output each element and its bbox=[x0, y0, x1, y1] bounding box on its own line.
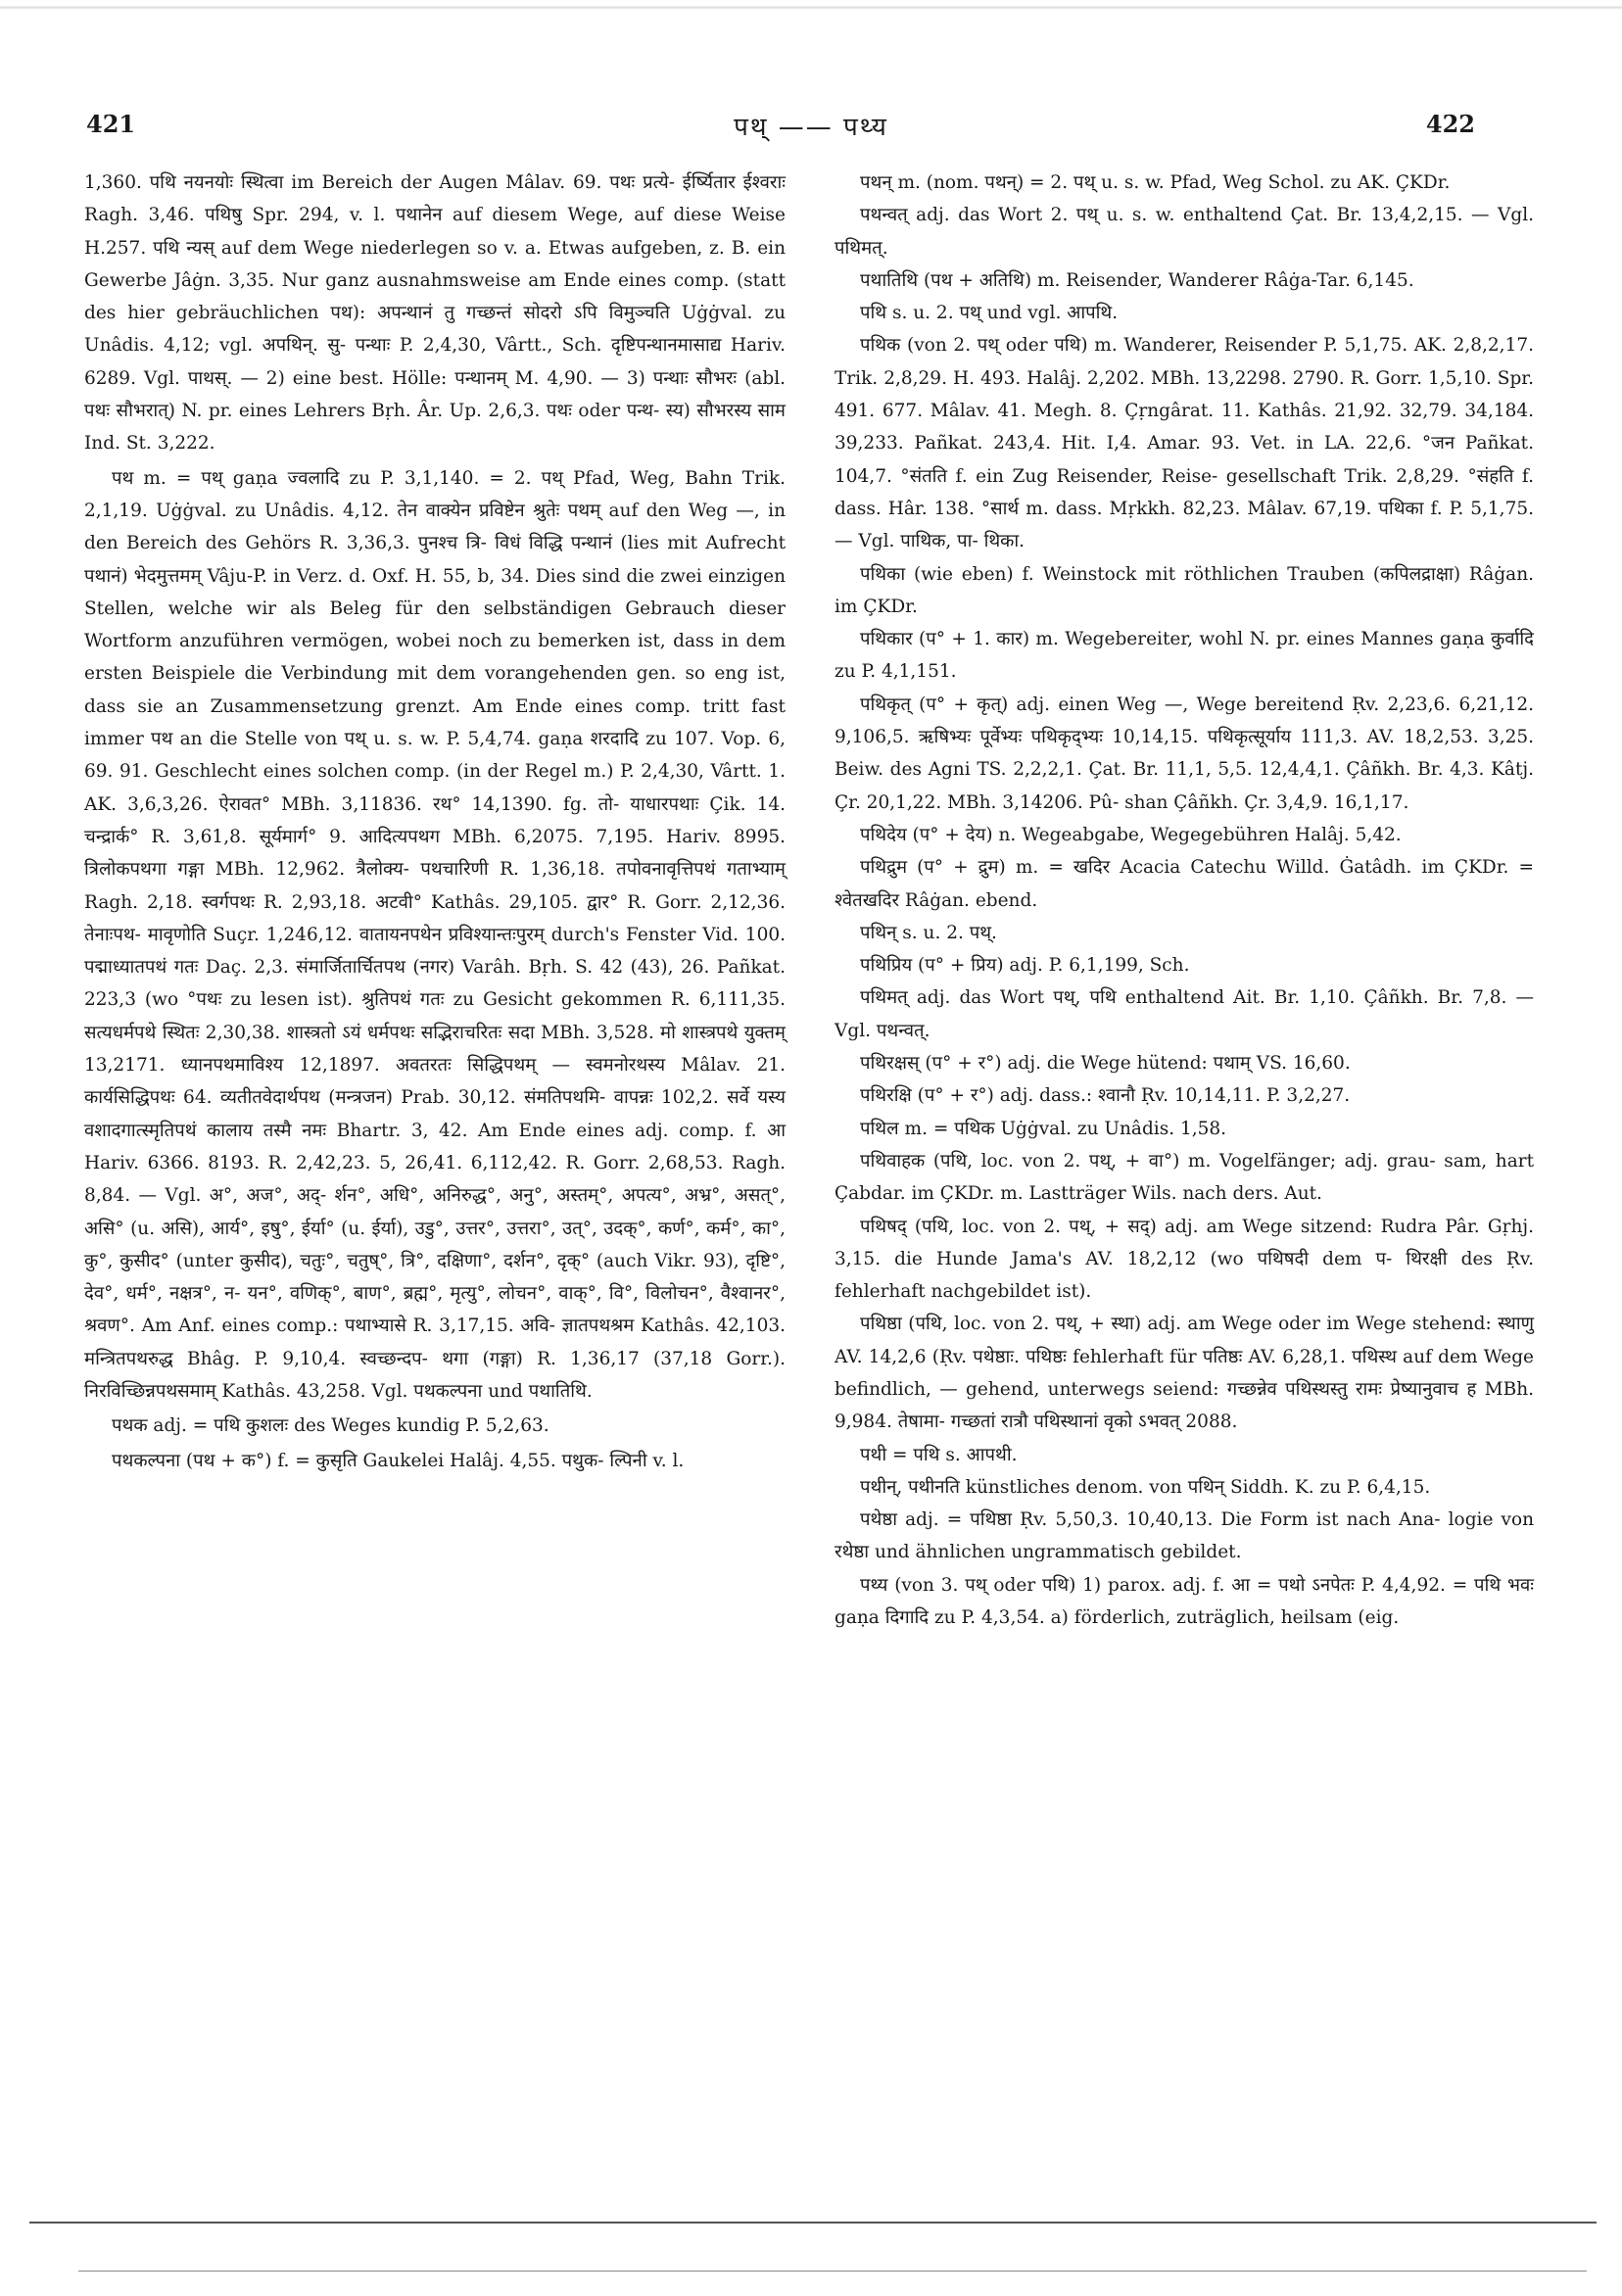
bottom-rule-secondary bbox=[78, 2271, 1587, 2272]
entry-text: पथिवाहक (पथि, loc. von 2. पथ्, + वा°) m. Vogelfänger; adj. grau- sam, hart Çabdar. im ÇKDr. m. Lastträger Wils. nach ders. Aut. bbox=[835, 1150, 1534, 1205]
entry-text: पथकल्पना (पथ + क°) f. = कुसृति Gaukelei Halâj. 4,55. पथुक- ल्पिनी v. l. bbox=[112, 1450, 685, 1471]
scan-top-edge bbox=[0, 0, 1622, 16]
entry-text: पथी = पथि s. आपथी. bbox=[860, 1444, 1018, 1465]
entry-text: पथन् m. (nom. पथन्) = 2. पथ् u. s. w. Pfad, Weg Schol. zu AK. ÇKDr. bbox=[860, 172, 1451, 193]
entry-text: पथिन् s. u. 2. पथ्. bbox=[860, 922, 997, 943]
entry-text: पथि s. u. 2. पथ् und vgl. आपथि. bbox=[860, 303, 1119, 324]
entry-text: पथिदेय (प° + देय) n. Wegeabgabe, Wegegebühren Halâj. 5,42. bbox=[860, 824, 1402, 845]
entry-text: पथिकार (प° + 1. कार) m. Wegebereiter, wohl N. pr. eines Mannes gaṇa कुर्वादि zu P. 4,1,151. bbox=[835, 629, 1534, 683]
entry-text: पथिरक्षस् (प° + र°) adj. die Wege hütend: पथाम् VS. 16,60. bbox=[860, 1053, 1351, 1075]
entry-text: पथिद्रुम (प° + द्रुम) m. = खदिर Acacia Catechu Willd. Ġatâdh. im ÇKDr. = श्वेतखदिर Râġan. ebend. bbox=[835, 857, 1534, 911]
entry-text: पथ m. = पथ् gaṇa ज्वलादि zu P. 3,1,140. = 2. पथ् Pfad, Weg, Bahn Trik. 2,1,19. Uġġval. zu Unâdis. 4,12. तेन वाक्येन प्रविष्टेन श्रुतेः पथम् auf den Weg —, in den Bereich des Gehörs R. 3,36,3. पुनश्च त्रि- विधं विद्धि पन्थानं (lies mit Aufrecht पथानं) भेदमुत्तमम् Vâju-P. in Verz. d. Oxf. H. 55, b, 34. Dies sind die zwei einzigen Stellen, welche wir als Beleg für den selbständigen Gebrauch dieser Wortform anzuführen vermögen, wobei noch zu bemerken ist, dass in dem ersten Beispiele die Verbindung mit dem vorangehenden gen. so eng ist, dass sie an Zusammensetzung grenzt. Am Ende eines comp. tritt fast immer पथ an die Stelle von पथ् u. s. w. P. 5,4,74. gaṇa शरदादि zu 107. Vop. 6, 69. 91. Geschlecht eines solchen comp. (in der Regel m.) P. 2,4,30, Vârtt. 1. AK. 3,6,3,26. ऐरावत° MBh. 3,11836. रथ° 14,1390. fg. तो- याधारपथाः Çik. 14. चन्द्रार्क° R. 3,61,8. सूर्यमार्ग° 9. आदित्यपथग MBh. 6,2075. 7,195. Hariv. 8995. त्रिलोकपथगा गङ्गा MBh. 12,962. त्रैलोक्य- पथचारिणी R. 1,36,18. तपोवनावृत्तिपथं गताभ्याम् Ragh. 2,18. स्वर्गपथः R. 2,93,18. अटवी° Kathâs. 29,105. द्वार° R. Gorr. 2,12,36. तेनाःपथ- मावृणोति Suçr. 1,246,12. वातायनपथेन प्रविश्यान्तःपुरम् durch's Fenster Vid. 100. पद्माध्यातपथं गतः Daç. 2,3. संमार्जितार्चितपथ (नगर) Varâh. Bṛh. S. 42 (43), 26. Pañkat. 223,3 (wo °पथः zu lesen ist). श्रुतिपथं गतः zu Gesicht gekommen R. 6,111,35. सत्यधर्मपथे स्थितः 2,30,38. शास्त्रतो ऽयं धर्मपथः सद्भिराचरितः सदा MBh. 3,528. मो शास्त्रपथे युक्तम् 13,2171. ध्यानपथमाविश्य 12,1897. अवतरतः सिद्धिपथम् — स्वमनोरथस्य Mâlav. 21. कार्यसिद्धिपथः 64. व्यतीतवेदार्थपथ (मन्त्रजन) Prab. 30,12. संमतिपथमि- वापन्नः 102,2. सर्वे यस्य वशादगात्स्मृतिपथं कालाय तस्मै नमः Bhartr. 3, 42. Am Ende eines adj. comp. f. आ Hariv. 6366. 8193. R. 2,42,23. 5, 26,41. 6,112,42. R. Gorr. 2,68,53. Ragh. 8,84. — Vgl. अ°, अज°, अद्- र्शन°, अधि°, अनिरुद्ध°, अनु°, अस्तम्°, अपत्य°, अभ्र°, असत्°, असि° (u. असि), आर्य°, इषु°, ईर्या° (u. ईर्या), उडु°, उत्तर°, उत्तरा°, उत्°, उदक्°, कर्ण°, कर्म°, का°, कु°, कुसीद° (unter कुसीद), चतुः°, चतुष्°, त्रि°, दक्षिणा°, दर्शन°, दृक्° (auch Vikr. 93), दृष्टि°, देव°, धर्म°, नक्षत्र°, न- यन°, वणिक्°, बाण°, ब्रह्म°, मृत्यु°, लोचन°, वाक्°, वि°, विलोचन°, वैश्वानर°, श्रवण°. Am Anf. eines comp.: पथाभ्यासे R. 3,17,15. अवि- ज्ञातपथश्रम Kathâs. 42,103. मन्त्रितपथरुद्ध Bhâg. P. 9,10,4. स्वच्छन्दप- थगा (गङ्गा) R. 1,36,17 (37,18 Gorr.). निरविच्छिन्नपथसमाम् Kathâs. 43,258. Vgl. पथकल्पना und पथातिथि. bbox=[84, 467, 786, 1402]
entry-text: पथिकृत् (प° + कृत्) adj. einen Weg —, Wege bereitend Ṛv. 2,23,6. 6,21,12. 9,106,5. ऋषिभ्यः पूर्वेभ्यः पथिकृद्भ्यः 10,14,15. पथिकृत्सूर्याय 111,3. AV. 18,2,53. 3,25. Beiw. des Agni TS. 2,2,2,1. Çat. Br. 11,1, 5,5. 12,4,4,1. Çâñkh. Br. 4,3. Kâtj. Çr. 20,1,22. MBh. 3,14206. Pû- shan Çâñkh. Çr. 3,4,9. 16,1,17. bbox=[835, 694, 1534, 813]
entry-text: पथिष्ठा (पथि, loc. von 2. पथ्, + स्था) adj. am Wege oder im Wege stehend: स्थाणु AV. 14,2,6 (Ṛv. पथेष्ठाः. पथिष्ठः fehlerhaft für पतिष्ठः AV. 6,28,1. पथिस्थ auf dem Wege befindlich, — gehend, unterwegs seiend: गच्छन्नेव पथिस्थस्तु रामः प्रेष्यानुवाच ह MBh. 9,984. तेषामा- गच्छतां रात्रौ पथिस्थानां वृको ऽभवत् 2088. bbox=[835, 1314, 1534, 1433]
left-column bbox=[84, 167, 786, 1477]
entry-text: पथिप्रिय (प° + प्रिय) adj. P. 6,1,199, Sch. bbox=[860, 955, 1190, 977]
bottom-rule bbox=[29, 2222, 1597, 2224]
entry-text: पथिमत् adj. das Wort पथ्, पथि enthaltend Ait. Br. 1,10. Çâñkh. Br. 7,8. — Vgl. पथन्वत्. bbox=[835, 987, 1534, 1041]
entry-text: पथेष्ठा adj. = पथिष्ठा Ṛv. 5,50,3. 10,40,13. Die Form ist nach Ana- logie von रथेष्ठा und ähnlichen ungrammatisch gebildet. bbox=[835, 1509, 1534, 1563]
page-number-left: 421 bbox=[86, 110, 136, 138]
entry-text: पथिक (von 2. पथ् oder पथि) m. Wanderer, Reisender P. 5,1,75. AK. 2,8,2,17. Trik. 2,8,29. H. 493. Halâj. 2,202. MBh. 13,2298. 2790. R. Gorr. 1,5,10. Spr. 491. 677. Mâlav. 41. Megh. 8. Çṛngârat. 11. Kathâs. 21,92. 32,79. 34,184. 39,233. Pañkat. 243,4. Hit. I,4. Amar. 93. Vet. in LA. 22,6. °जन Pañkat. 104,7. °संतति f. ein Zug Reisender, Reise- gesellschaft Trik. 2,8,29. °संहति f. dass. Hâr. 138. °सार्थ m. dass. Mṛkkh. 82,23. Mâlav. 67,19. पथिका f. P. 5,1,75. — Vgl. पाथिक, पा- थिका. bbox=[835, 335, 1534, 552]
entry-text: पथिल m. = पथिक Uġġval. zu Unâdis. 1,58. bbox=[860, 1118, 1227, 1139]
entry-text: पथिरक्षि (प° + र°) adj. dass.: श्वानौ Ṛv. 10,14,11. P. 3,2,27. bbox=[860, 1085, 1351, 1107]
running-headword: पथ् —— पथ्य bbox=[734, 113, 888, 142]
entry-text: पथातिथि (पथ + अतिथि) m. Reisender, Wanderer Râġa-Tar. 6,145. bbox=[860, 269, 1414, 291]
entry-text: पथिषद् (पथि, loc. von 2. पथ्, + सद्) adj. am Wege sitzend: Rudra Pâr. Gṛhj. 3,15. die Hunde Jama's AV. 18,2,12 (wo पथिषदी dem प- थिरक्षी des Ṛv. fehlerhaft nachgebildet ist). bbox=[835, 1216, 1534, 1303]
page-number-right: 422 bbox=[1425, 110, 1475, 138]
entry-text: 1,360. पथि नयनयोः स्थित्वा im Bereich der Augen Mâlav. 69. पथः प्रत्ये- ईर्ष्यितार ईश्वराः Ragh. 3,46. पथिषु Spr. 294, v. l. पथानेन auf diesem Wege, auf diese Weise H.257. पथि न्यस् auf dem Wege niederlegen so v. a. Etwas aufgeben, z. B. ein Gewerbe Jâġn. 3,35. Nur ganz ausnahmsweise am Ende eines comp. (statt des hier gebräuchlichen पथ): अपन्थानं तु गच्छन्तं सोदरो ऽपि विमुञ्चति Uġġval. zu Unâdis. 4,12; vgl. अपथिन्. सु- पन्थाः P. 2,4,30, Vârtt., Sch. दृष्टिपन्थानमासाद्य Hariv. 6289. Vgl. पाथस्. — 2) eine best. Hölle: पन्थानम् M. 4,90. — 3) पन्थाः सौभरः (abl. पथः सौभरात्) N. pr. eines Lehrers Bṛh. Âr. Up. 2,6,3. पथः oder पन्थ- स्य) सौभरस्य साम Ind. St. 3,222. bbox=[84, 172, 786, 454]
entry-text: पथ्य (von 3. पथ् oder पथि) 1) parox. adj. f. आ = पथो ऽनपेतः P. 4,4,92. = पथि भवः gaṇa दिगादि zu P. 4,3,54. a) förderlich, zuträglich, heilsam (eig. bbox=[835, 1574, 1534, 1629]
entry-text: पथिका (wie eben) f. Weinstock mit röthlichen Trauben (कपिलद्राक्षा) Râġan. im ÇKDr. bbox=[835, 563, 1534, 617]
entry-text: पथन्वत् adj. das Wort 2. पथ् u. s. w. enthaltend Çat. Br. 13,4,2,15. — Vgl. पथिमत्. bbox=[835, 205, 1534, 259]
entry-text: पथीन्, पथीनति künstliches denom. von पथिन् Siddh. K. zu P. 6,4,15. bbox=[860, 1476, 1431, 1498]
entry-text: पथक adj. = पथि कुशलः des Weges kundig P. 5,2,63. bbox=[112, 1415, 549, 1437]
right-column bbox=[835, 167, 1534, 1634]
